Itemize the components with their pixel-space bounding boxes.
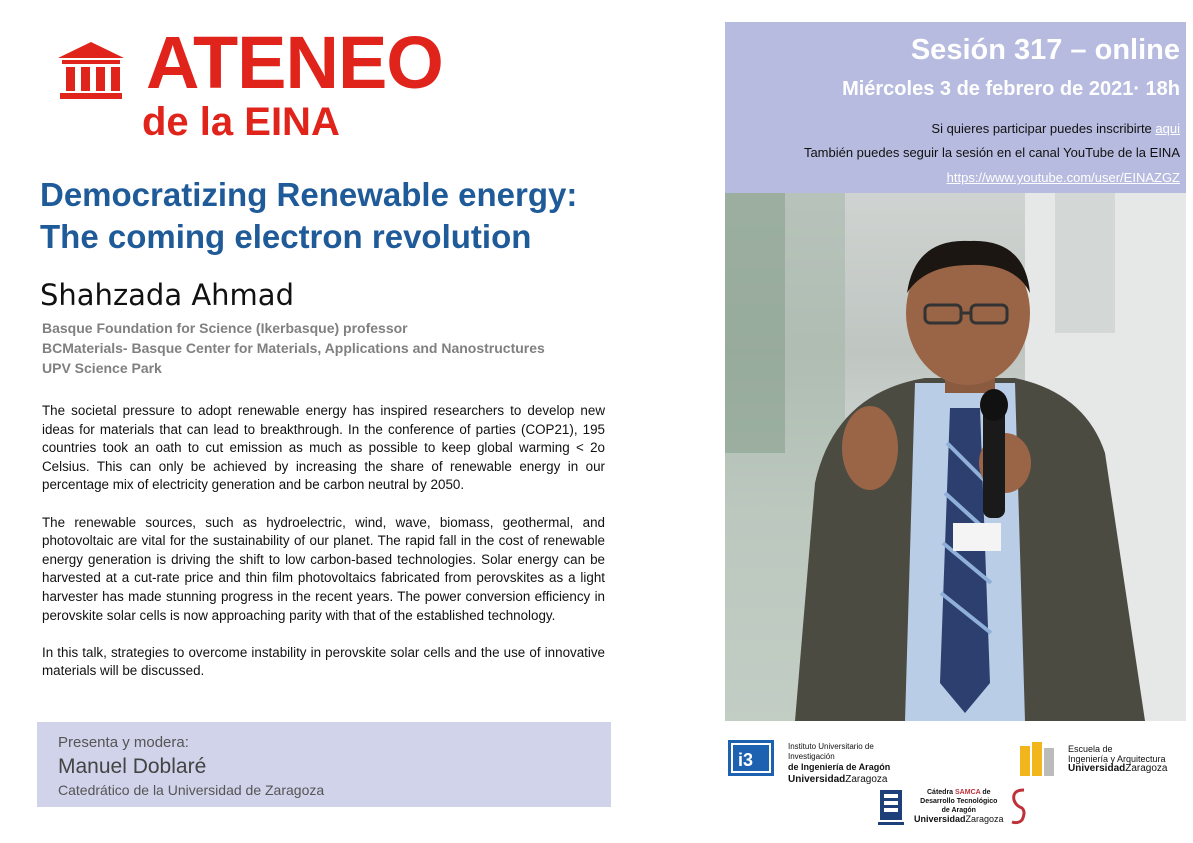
affiliation-line: Basque Foundation for Science (Ikerbasque) professor xyxy=(42,320,408,336)
speaker-name: Shahzada Ahmad xyxy=(40,278,294,312)
talk-title-line-1: Democratizing Renewable energy: xyxy=(40,176,578,213)
session-number: Sesión 317 – online xyxy=(910,34,1180,66)
uz-name: Zaragoza xyxy=(1125,763,1168,774)
logo-subtitle: de la EINA xyxy=(142,100,340,144)
presenter-title: Catedrático de la Universidad de Zaragoza xyxy=(58,782,325,798)
eina-icon xyxy=(1018,740,1058,778)
registration-link[interactable]: aqui xyxy=(1155,121,1180,136)
speaker-affiliations xyxy=(42,318,545,378)
uz-name: Zaragoza xyxy=(845,774,888,785)
svg-text:i3: i3 xyxy=(738,750,754,770)
uz-bold: Universidad xyxy=(1068,763,1126,774)
presenter-box xyxy=(37,722,611,807)
university-crest-icon xyxy=(878,788,904,826)
uz-bold: Universidad xyxy=(788,774,846,785)
presenter-role: Presenta y modera: xyxy=(58,734,189,751)
talk-title xyxy=(40,174,680,258)
samca-logo xyxy=(878,786,1038,830)
temple-icon xyxy=(56,40,126,100)
speaker-photo-illustration xyxy=(725,193,1186,721)
ateneo-logo xyxy=(50,21,480,150)
uz-bold: Universidad xyxy=(914,814,966,824)
registration-line xyxy=(931,121,1180,136)
samca-line: Desarrollo Tecnológico xyxy=(920,798,998,805)
eina-logo xyxy=(1018,740,1188,780)
eina-line: Escuela de xyxy=(1068,744,1113,754)
speaker-photo xyxy=(725,193,1186,721)
abstract-paragraph: The renewable sources, such as hydroelectric, wind, wave, biomass, geothermal, and photovoltaic are vital for the sustainability of our planet. The rapid fall in the cost of renewable energy generation is driving the shift to low carbon-based technologies. Solar energy can be harvested at a cut-rate price and thin film photovoltaics fabricated from perovskites as a light harvester has made stunning progress in the recent years. The power conversion efficiency in perovskite solar cells is now approaching parity with that of the established technology. xyxy=(42,514,605,623)
i3a-logo xyxy=(728,740,908,785)
i3a-icon xyxy=(728,740,774,776)
registration-text: Si quieres participar puedes inscribirte xyxy=(931,121,1152,136)
abstract xyxy=(42,402,605,700)
samca-s-icon xyxy=(1010,786,1028,826)
eina-line: Ingeniería y Arquitectura xyxy=(1068,754,1166,764)
samca-line: de Aragón xyxy=(941,807,976,814)
logo-title: ATENEO xyxy=(146,21,443,104)
i3a-line: de Ingeniería de Aragón xyxy=(788,762,891,772)
session-date: Miércoles 3 de febrero de 2021· 18h xyxy=(842,78,1180,100)
presenter-name: Manuel Doblaré xyxy=(58,755,207,778)
uz-name: Zaragoza xyxy=(965,814,1004,824)
affiliation-line: UPV Science Park xyxy=(42,360,162,376)
samca-line: Cátedra SAMCA de xyxy=(927,789,991,796)
session-info-box xyxy=(725,22,1186,193)
abstract-paragraph: In this talk, strategies to overcome instability in perovskite solar cells and the use of innovative materials will be discussed. xyxy=(42,644,605,679)
i3a-line: Instituto Universitario de Investigación xyxy=(788,742,874,761)
abstract-paragraph: The societal pressure to adopt renewable energy has inspired researchers to develop new ideas for materials that can lead to breakthrough. In the conference of parties (COP21), 195 countries took an oath to cut emission as much as possible to keep global warming < 2o Celsius. This can only be achieved by increasing the share of renewable energy in our percentage mix of electricity generation and be carbon neutral by 2050. xyxy=(42,403,605,493)
affiliation-line: BCMaterials- Basque Center for Materials, Applications and Nanostructures xyxy=(42,340,545,356)
talk-title-line-2: The coming electron revolution xyxy=(40,218,532,255)
youtube-text: También puedes seguir la sesión en el canal YouTube de la EINA xyxy=(803,145,1180,160)
youtube-link[interactable]: https://www.youtube.com/user/EINAZGZ xyxy=(946,170,1180,185)
